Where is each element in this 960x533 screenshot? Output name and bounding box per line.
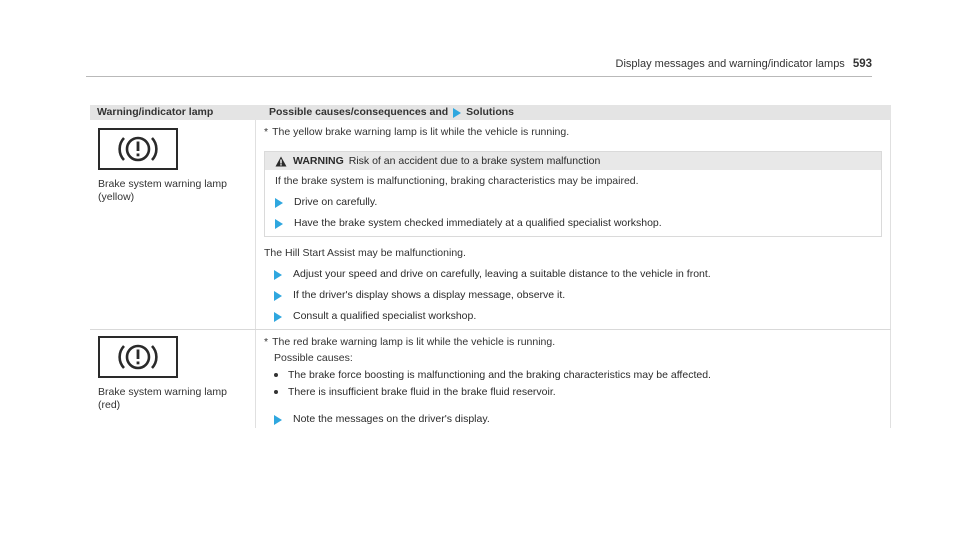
step-arrow-icon	[274, 291, 282, 301]
solution-step	[264, 413, 882, 426]
brake-warning-symbol-icon	[112, 133, 164, 165]
causes-label: Possible causes:	[274, 352, 353, 364]
cause-text: There is insufficient brake fluid in the brake fluid reservoir.	[288, 386, 556, 398]
solutions-arrow-icon	[453, 108, 461, 118]
intro-sentence: The yellow brake warning lamp is lit while the vehicle is running.	[272, 126, 570, 138]
table-header-row	[90, 105, 891, 120]
cause-text: The brake force boosting is malfunctioning and the braking characteristics may be affected.	[288, 369, 711, 381]
brake-warning-symbol-icon	[112, 341, 164, 373]
asterisk: *	[264, 126, 269, 138]
warning-box-body	[265, 170, 881, 236]
solution-step-text: Note the messages on the driver's display.	[293, 413, 490, 425]
table-row-yellow-brake	[90, 120, 891, 330]
page-number: 593	[852, 58, 872, 70]
solution-step-text: Adjust your speed and drive on carefully, leaving a suitable distance to the vehicle in front.	[293, 268, 711, 280]
brake-warning-lamp-icon	[98, 128, 178, 170]
column-header-lamp: Warning/indicator lamp	[97, 106, 214, 118]
lamp-label-line2: (yellow)	[98, 191, 135, 203]
solution-step	[264, 268, 882, 281]
warning-title: WARNING	[293, 155, 344, 167]
column-header-causes	[263, 105, 891, 120]
warning-body-text: If the brake system is malfunctioning, braking characteristics may be impaired.	[275, 175, 639, 187]
warning-triangle-icon	[275, 156, 287, 167]
bullet-icon	[274, 390, 278, 394]
header-rule	[86, 76, 872, 77]
warning-step	[275, 196, 871, 209]
cause-item	[264, 385, 882, 399]
solution-step-text: If the driver's display shows a display message, observe it.	[293, 289, 566, 301]
step-arrow-icon	[274, 415, 282, 425]
lamp-label-line2: (red)	[98, 399, 121, 411]
note-text: The Hill Start Assist may be malfunctioning.	[264, 247, 466, 259]
warning-box-header	[265, 152, 881, 170]
causes-cell	[256, 120, 891, 329]
intro-sentence: The red brake warning lamp is lit while the vehicle is running.	[272, 336, 556, 348]
causes-cell	[256, 330, 891, 428]
warning-subtitle: Risk of an accident due to a brake system malfunction	[348, 155, 601, 167]
warning-step-text: Drive on carefully.	[294, 196, 378, 208]
cause-item	[264, 368, 882, 382]
lamp-label-line1: Brake system warning lamp	[98, 386, 227, 398]
column-header-solutions-text: Solutions	[466, 106, 515, 118]
table-row-red-brake	[90, 330, 891, 428]
step-arrow-icon	[275, 219, 283, 229]
asterisk: *	[264, 336, 269, 348]
running-header	[616, 58, 872, 70]
warning-step-text: Have the brake system checked immediately at a qualified specialist workshop.	[294, 217, 662, 229]
solution-step-text: Consult a qualified specialist workshop.	[293, 310, 477, 322]
lamp-cell	[90, 120, 256, 329]
step-arrow-icon	[274, 270, 282, 280]
warning-lamp-table	[90, 105, 891, 428]
intro-text	[264, 126, 882, 139]
warning-step	[275, 217, 871, 230]
intro-text	[264, 336, 882, 349]
solution-step	[264, 289, 882, 302]
warning-box	[264, 151, 882, 237]
lamp-label-line1: Brake system warning lamp	[98, 178, 227, 190]
brake-warning-lamp-icon	[98, 336, 178, 378]
solution-step	[264, 310, 882, 323]
lamp-cell	[90, 330, 256, 428]
step-arrow-icon	[275, 198, 283, 208]
bullet-icon	[274, 373, 278, 377]
column-header-causes-text: Possible causes/consequences and	[269, 106, 449, 118]
running-header-title: Display messages and warning/indicator lamps	[615, 58, 845, 70]
step-arrow-icon	[274, 312, 282, 322]
